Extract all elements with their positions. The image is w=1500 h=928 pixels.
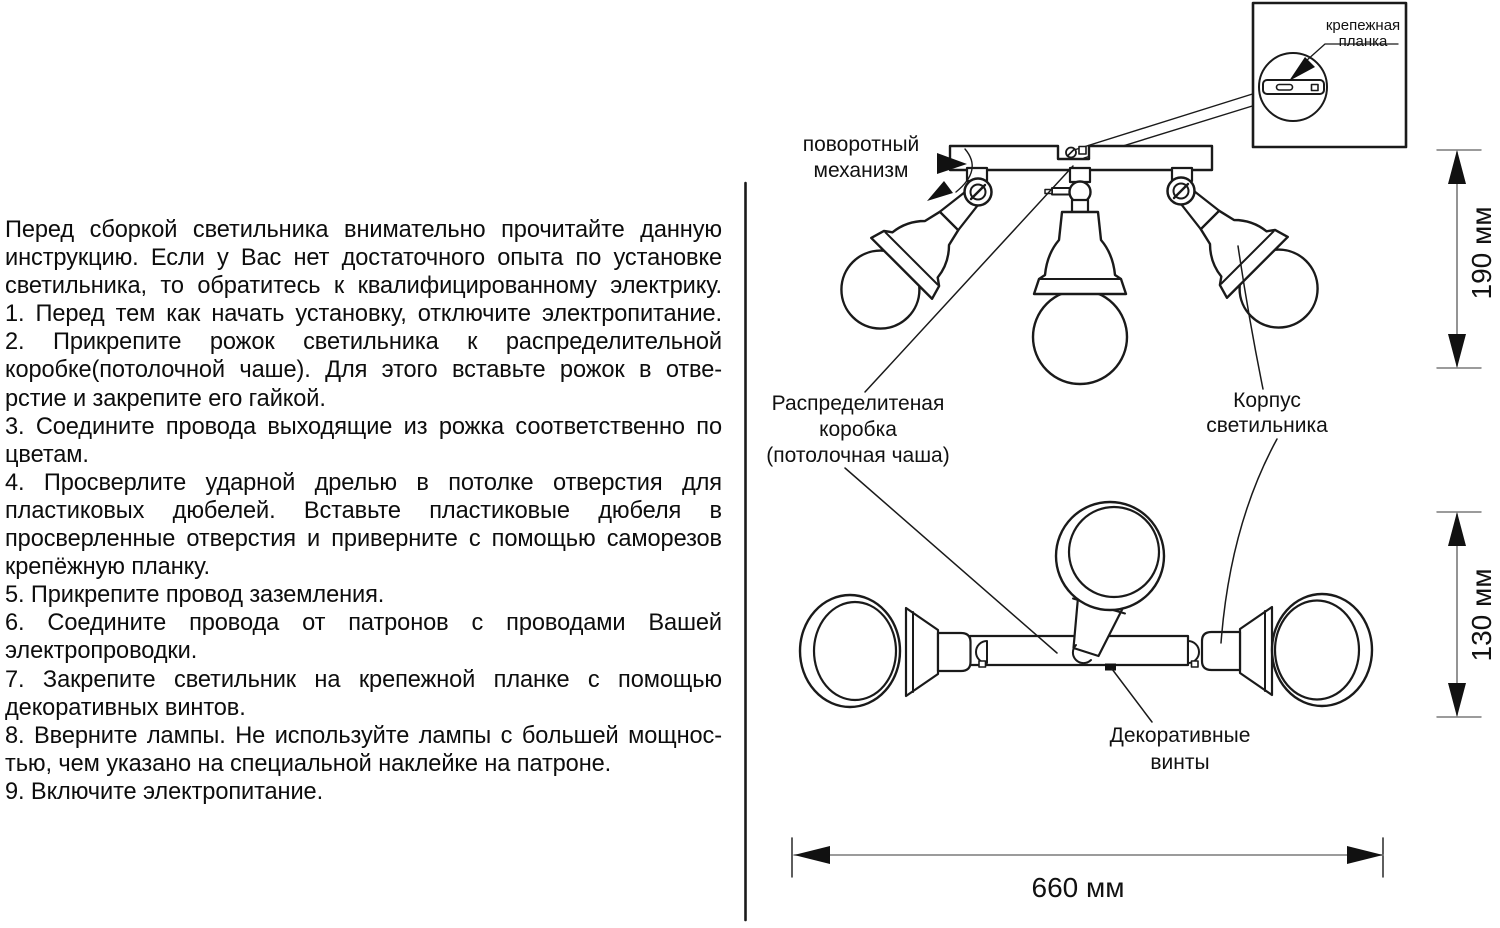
right-clamp bbox=[1188, 641, 1199, 663]
instruction-line: 4. Просверлите ударной дрелью в потолке отверстия для bbox=[5, 469, 722, 496]
left-socket-cap bbox=[938, 633, 971, 671]
instruction-line: 8. Вверните лампы. Не используйте лампы с большей мощнос- bbox=[5, 722, 722, 749]
instruction-line: 2. Прикрепите рожок светильника к распределительной bbox=[5, 329, 722, 356]
assembly-instructions bbox=[5, 216, 722, 806]
instruction-line: инструкцию. Если у Вас нет достаточного опыта по установке bbox=[5, 245, 722, 272]
right-cone-top-view bbox=[1240, 607, 1272, 695]
center-bulb bbox=[1033, 290, 1127, 384]
dimension-depth-label: 130 мм bbox=[1466, 568, 1497, 662]
mounting-bracket-label: крепежная bbox=[1325, 17, 1401, 34]
junction-box-label: (потолочная чаша) bbox=[766, 444, 950, 467]
instruction-line: пластиковых дюбелей. Вставьте пластиковые дюбеля в bbox=[5, 497, 722, 524]
instruction-line: Перед сборкой светильника внимательно прочитайте данную bbox=[5, 217, 722, 243]
center-lamp bbox=[1033, 182, 1127, 385]
swivel-arrow-icon bbox=[927, 181, 953, 201]
center-shade-face bbox=[1056, 502, 1164, 610]
instruction-line: тью, чем указано на специальной наклейке на патроне. bbox=[5, 750, 612, 777]
instruction-line: 9. Включите электропитание. bbox=[5, 778, 324, 805]
instruction-line: цветам. bbox=[5, 441, 89, 468]
decorative-screws-label: винты bbox=[1150, 751, 1210, 774]
left-cone-top-view bbox=[906, 608, 938, 696]
instruction-line: светильника, то обратитесь к квалифицированному электрику. bbox=[5, 273, 722, 300]
top-view-diagram bbox=[800, 502, 1372, 707]
mounting-bracket-inset bbox=[1074, 3, 1406, 158]
lamp-diagram bbox=[740, 0, 1500, 928]
right-shade-face bbox=[1272, 594, 1372, 706]
decorative-screw bbox=[1105, 664, 1116, 671]
center-shade bbox=[1034, 212, 1126, 294]
screws-leader bbox=[1112, 669, 1152, 722]
instruction-line: 1. Перед тем как начать установку, отключите электропитание. bbox=[5, 301, 722, 328]
center-rod bbox=[1052, 188, 1071, 195]
mounting-bracket-label: планка bbox=[1338, 33, 1388, 50]
dimension-height-label: 190 мм bbox=[1466, 206, 1497, 300]
instruction-line: 5. Прикрепите провод заземления. bbox=[5, 582, 385, 609]
swivel-label: механизм bbox=[813, 159, 909, 182]
instruction-line: рстие и закрепите его гайкой. bbox=[5, 385, 326, 412]
instruction-line: крепёжную планку. bbox=[5, 554, 210, 581]
junction-box-label: Распределитеная bbox=[771, 392, 945, 415]
notch-bracket bbox=[1079, 147, 1086, 155]
instruction-line: 7. Закрепите светильник на крепежной планке с помощью bbox=[5, 666, 722, 693]
dimension-660 bbox=[792, 838, 1383, 903]
dimension-130 bbox=[1437, 512, 1497, 717]
swivel-label: поворотный bbox=[802, 133, 920, 156]
instruction-line: электропроводки. bbox=[5, 638, 198, 665]
instruction-line: 6. Соедините провода от патронов с проводами Вашей bbox=[5, 610, 722, 637]
dimension-width-label: 660 мм bbox=[1031, 872, 1125, 903]
mounting-bracket-bar bbox=[1263, 80, 1324, 94]
instruction-line: декоративных винтов. bbox=[5, 694, 246, 721]
decorative-screws-label: Декоративные bbox=[1109, 724, 1251, 747]
lamp-body-label: Корпус bbox=[1233, 389, 1301, 412]
inset-leader-line bbox=[1074, 91, 1262, 150]
dimension-190 bbox=[1437, 150, 1497, 368]
instruction-line: 3. Соедините провода выходящие из рожка соответственно по bbox=[5, 413, 722, 440]
instruction-line: просверленные отверстия и приверните с помощью саморезов bbox=[5, 526, 722, 553]
lamp-body-label: светильника bbox=[1206, 414, 1328, 437]
junction-box-label: коробка bbox=[819, 418, 897, 441]
instruction-line: коробке(потолочной чаше). Для этого вставьте рожок в отве- bbox=[5, 357, 722, 384]
center-stem bbox=[1070, 168, 1090, 182]
